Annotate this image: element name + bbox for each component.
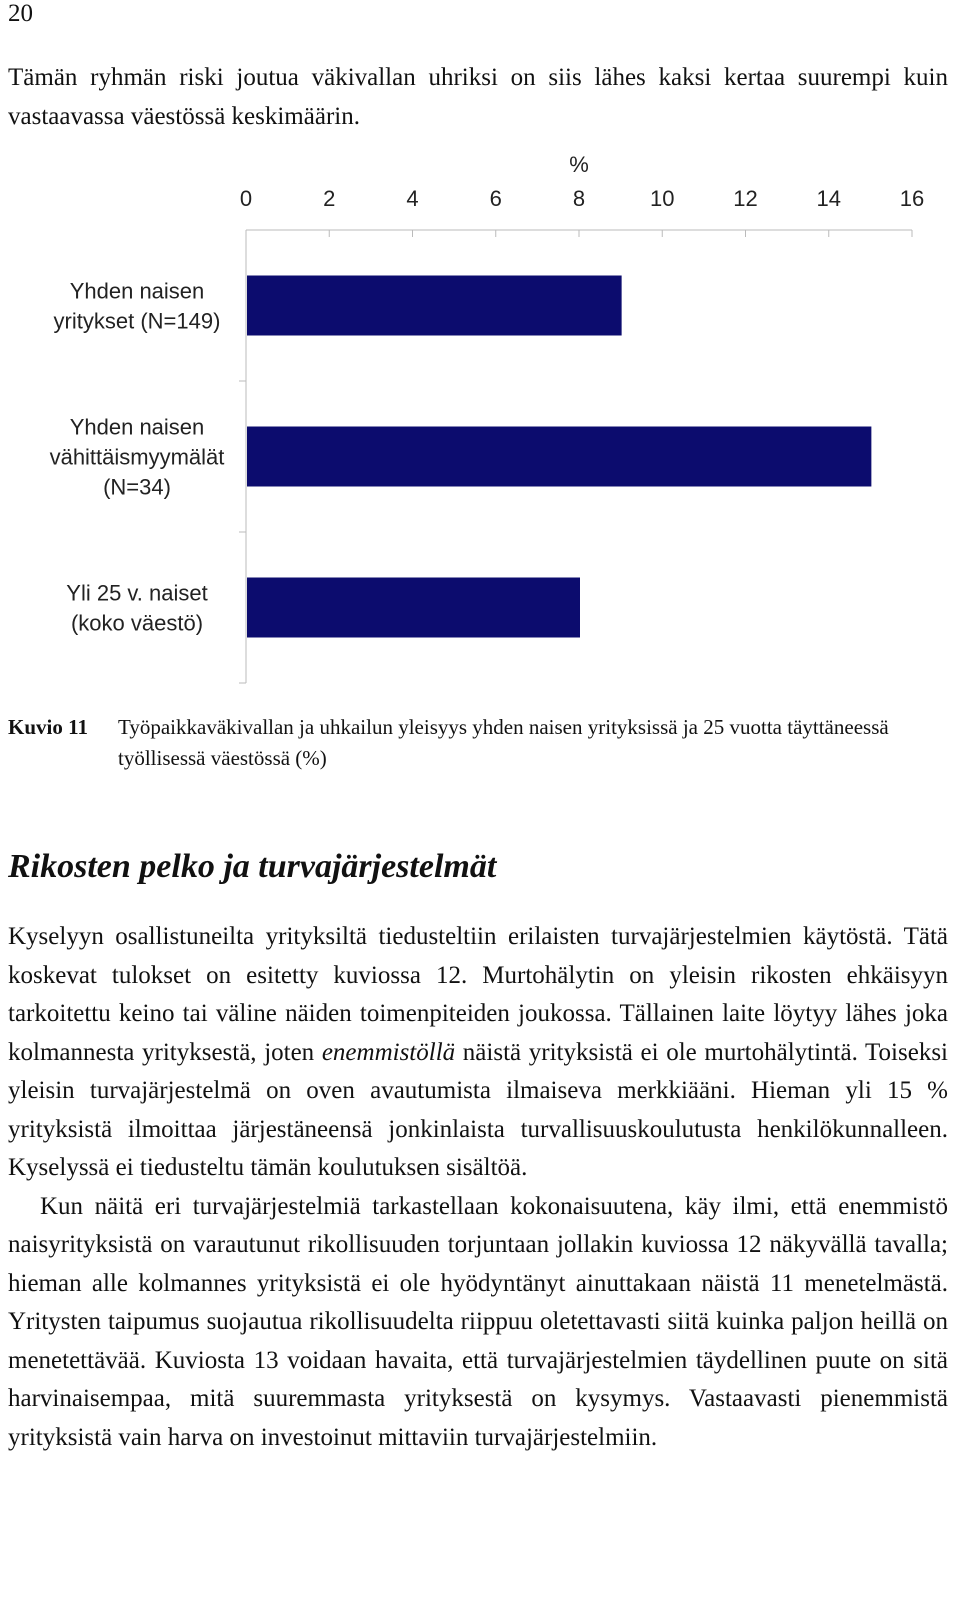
x-tick-label-2: 2: [323, 186, 336, 211]
x-tick-label-0: 0: [239, 186, 253, 211]
paragraph-1-part-2: näistä yrityksistä ei ole murtohälytintä. Toiseksi yleisin turvajärjestelmä on oven avautumista ilmaiseva merkkiääni. Hieman yli 15 % yrityksistä ilmoittaa järjestäneensä jonkinlaista turvallisuuskoulutusta henkilökunnalleen. Kyselyssä ei tiedusteltu tämän koulutuksen sisältöä.: [8, 1038, 949, 1181]
bar-3: [247, 578, 580, 638]
paragraph-1: [8, 918, 948, 1188]
section-heading: Rikosten pelko ja turvajärjestelmät: [8, 848, 497, 885]
intro-paragraph: Tämän ryhmän riski joutua väkivallan uhriksi on siis lähes kaksi kertaa suurempi kuin vastaavassa väestössä keskimäärin.: [8, 64, 948, 130]
x-tick-label-16: 16: [899, 186, 925, 211]
x-tick-label-8: 8: [572, 186, 586, 211]
category-label-3-1: Yli 25 v. naiset: [66, 580, 208, 606]
caption-label: Kuvio 11: [8, 715, 88, 739]
body-text: [8, 918, 948, 1457]
caption-text: Työpaikkaväkivallan ja uhkailun yleisyys yhden naisen yrityksissä ja 25 vuotta täyttäneessä työllisessä väestössä (%): [118, 715, 889, 770]
x-tick-label-14: 14: [816, 186, 841, 211]
bar-chart: [0, 140, 960, 700]
page-number: 20: [8, 0, 33, 27]
x-tick-label-10: 10: [650, 186, 675, 211]
category-label-2-1: Yhden naisen: [69, 414, 205, 440]
x-tick-label-12: 12: [733, 186, 758, 211]
category-label-3-2: (koko väestö): [70, 610, 204, 636]
category-label-2-3: (N=34): [103, 474, 171, 500]
x-axis-unit-label: %: [569, 152, 589, 177]
bar-1: [247, 276, 622, 336]
category-label-1-1: Yhden naisen: [69, 278, 205, 304]
paragraph-1-emphasis: enemmistöllä: [321, 1038, 456, 1066]
paragraph-1-part-1: Kyselyyn osallistuneilta yrityksiltä tiedusteltiin erilaisten turvajärjestelmien käytöstä. Tätä koskevat tulokset on esitetty kuviossa 12. Murtohälytin on yleisin rikosten ehkäisyyn tarkoitettu keino tai väline näiden toimenpiteiden joukossa. Tällainen laite löytyy lähes joka kolmannesta yrityksestä, joten: [8, 923, 948, 1066]
x-tick-label-6: 6: [489, 186, 502, 211]
category-label-1-2: yritykset (N=149): [53, 308, 221, 334]
figure-caption: [8, 712, 948, 774]
category-label-2-2: vähittäismyymälät: [49, 444, 225, 470]
x-tick-label-4: 4: [406, 186, 419, 211]
paragraph-2: Kun näitä eri turvajärjestelmiä tarkastellaan kokonaisuutena, käy ilmi, että enemmistö naisyrityksistä on varautunut rikollisuuden torjuntaan jollakin kuviossa 12 näkyvällä tavalla; hieman alle kolmannes yrityksistä ei ole hyödyntänyt ainuttakaan näistä 11 menetelmästä. Yritysten taipumus suojautua rikollisuudelta riippuu oletettavasti siitä kuinka paljon heillä on menetettävää. Kuviosta 13 voidaan havaita, että turvajärjestelmien täydellinen puute on sitä harvinaisempaa, mitä suuremmasta yrityksestä on kysymys. Vastaavasti pienemmistä yrityksistä vain harva on investoinut mittaviin turvajärjestelmiin.: [8, 1192, 948, 1451]
bar-2: [247, 427, 871, 487]
